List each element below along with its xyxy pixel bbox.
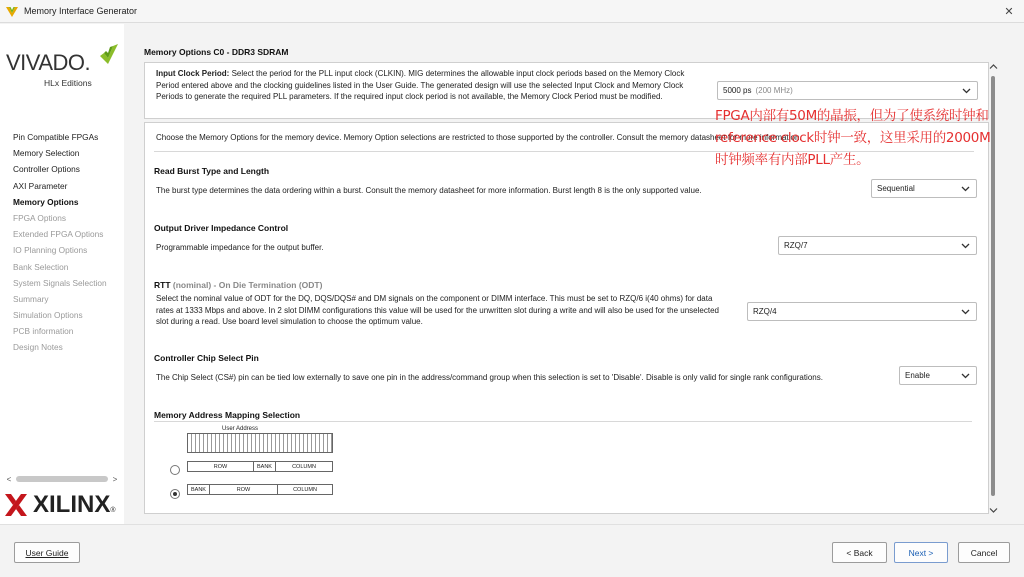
- user-guide-button[interactable]: User Guide: [14, 542, 80, 563]
- user-address-bits-graphic: [187, 433, 333, 453]
- vivado-logo: [4, 38, 122, 98]
- bank-field: BANK: [254, 462, 276, 471]
- nav-item-controller-options[interactable]: Controller Options: [13, 164, 80, 175]
- window-title: Memory Interface Generator: [24, 6, 138, 16]
- left-horizontal-scrollbar[interactable]: [4, 474, 120, 484]
- scroll-thumb[interactable]: [16, 476, 108, 482]
- nav-item-memory-options[interactable]: Memory Options: [13, 196, 79, 207]
- close-icon[interactable]: ✕: [1004, 5, 1014, 18]
- burst-type-select[interactable]: Sequential: [871, 179, 977, 198]
- divider: [154, 421, 972, 422]
- address-mapping-option1-radio[interactable]: [170, 465, 180, 475]
- vivado-leaf-icon: [98, 42, 120, 66]
- xilinx-x-icon: [3, 492, 29, 518]
- row-field: ROW: [210, 485, 278, 494]
- memory-options-panel: [144, 122, 989, 514]
- main-panel: [124, 24, 1024, 524]
- address-mapping-option2: [187, 484, 333, 495]
- xilinx-wordmark: XILINX®: [33, 491, 116, 518]
- input-clock-description: Input Clock Period: Select the period for the PLL input clock (CLKIN). MIG determines the allowable input clock periods based on the Memory Clock Period entered above and the clocking guidelines listed in the User Guide. The generated design will use the selected Input Clock and Memory Clock Periods to generate the required PLL parameters. If the required input clock period is not available, the Memory Clock Period must be modified.: [156, 69, 685, 101]
- nav-item-pin-compatible-fpgas[interactable]: Pin Compatible FPGAs: [13, 132, 99, 142]
- nav-item-bank-selection[interactable]: Bank Selection: [13, 261, 69, 272]
- nav-item-io-planning-options[interactable]: IO Planning Options: [13, 245, 88, 256]
- title-bar: [0, 0, 1024, 23]
- nav-item-simulation-options[interactable]: Simulation Options: [13, 310, 83, 321]
- left-panel: [0, 24, 124, 524]
- input-clock-period-select[interactable]: 5000 ps (200 MHz): [717, 81, 978, 100]
- address-mapping-section-title: Memory Address Mapping Selection: [154, 410, 301, 420]
- scroll-down-icon[interactable]: [986, 504, 1000, 516]
- chevron-down-icon: [960, 183, 971, 194]
- page-title: Memory Options C0 - DDR3 SDRAM: [144, 47, 289, 57]
- nav-item-summary[interactable]: Summary: [13, 293, 49, 304]
- row-field: ROW: [188, 462, 254, 471]
- nav-item-pcb-information[interactable]: PCB information: [13, 326, 74, 337]
- nav-item-design-notes[interactable]: Design Notes: [13, 342, 63, 353]
- scroll-right-icon[interactable]: >: [112, 474, 118, 484]
- rtt-section-title: RTT (nominal) - On Die Termination (ODT): [154, 280, 323, 290]
- nav-item-axi-parameter[interactable]: AXI Parameter: [13, 180, 68, 191]
- memory-options-intro: Choose the Memory Options for the memory device. Memory Option selections are restricted to those supported by the controller. Consult the memory datasheet for more information.: [156, 133, 802, 142]
- nav-item-extended-fpga-options[interactable]: Extended FPGA Options: [13, 229, 104, 240]
- burst-description: The burst type determines the data ordering within a burst. Consult the memory datasheet for more information. Burst length 8 is the only supported value.: [156, 186, 702, 195]
- burst-section-title: Read Burst Type and Length: [154, 166, 270, 176]
- xilinx-logo: [3, 490, 123, 520]
- back-button[interactable]: < Back: [832, 542, 887, 563]
- column-field: COLUMN: [292, 463, 316, 470]
- nav-item-memory-selection[interactable]: Memory Selection: [13, 148, 80, 159]
- odi-description: Programmable impedance for the output buffer.: [156, 243, 324, 252]
- nav-item-system-signals-selection[interactable]: System Signals Selection: [13, 277, 107, 288]
- output-impedance-select[interactable]: RZQ/7: [778, 236, 977, 255]
- next-button[interactable]: Next >: [894, 542, 948, 563]
- chip-select-section-title: Controller Chip Select Pin: [154, 353, 259, 363]
- chevron-down-icon: [960, 240, 971, 251]
- wizard-steps-nav: [13, 129, 107, 356]
- vivado-app-icon: [5, 4, 19, 18]
- bank-field: BANK: [188, 485, 210, 494]
- address-mapping-option2-radio[interactable]: [170, 489, 180, 499]
- odi-section-title: Output Driver Impedance Control: [154, 223, 289, 233]
- column-field: COLUMN: [293, 486, 317, 493]
- chevron-down-icon: [960, 306, 971, 317]
- chip-select-pin-select[interactable]: Enable: [899, 366, 977, 385]
- user-address-label: User Address: [222, 426, 259, 432]
- nav-item-fpga-options[interactable]: FPGA Options: [13, 212, 67, 223]
- bottom-button-bar: [0, 524, 1024, 577]
- rtt-select[interactable]: RZQ/4: [747, 302, 977, 321]
- red-annotation-text: FPGA内部有50M的晶振，但为了使系统时钟和reference clock时钟一致，这里采用的2000M时钟频率有内部PLL产生。: [715, 108, 991, 168]
- scroll-up-icon[interactable]: [986, 60, 1000, 72]
- chevron-down-icon: [961, 85, 972, 96]
- vivado-wordmark: VIVADO.: [6, 50, 91, 75]
- chevron-down-icon: [960, 370, 971, 381]
- hlx-edition-label: HLx Editions: [44, 78, 92, 88]
- scroll-left-icon[interactable]: <: [6, 474, 12, 484]
- chip-select-description: The Chip Select (CS#) pin can be tied low externally to save one pin in the address/command group when this selection is set to 'Disable'. Disable is only valid for single rank configurations.: [156, 373, 823, 382]
- address-mapping-option1: [187, 461, 333, 472]
- cancel-button[interactable]: Cancel: [958, 542, 1010, 563]
- rtt-description: Select the nominal value of ODT for the DQ, DQS/DQS# and DM signals on the component or DIMM interface. This must be set to RZQ/6 i(40 ohms) for data rates at 1333 Mbps and above. In 2 slot DIMM configurations this value will be used for the unwritten slot during a write and will also be used for the unselected slot during a read. Use board level simulation to choose the optimum value.: [156, 294, 719, 326]
- input-clock-label: Input Clock Period:: [156, 69, 230, 78]
